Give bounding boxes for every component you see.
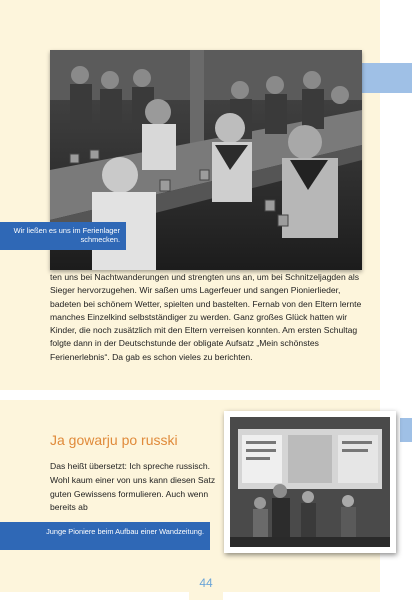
wall-newspaper-photo-illustration (230, 417, 390, 547)
body-paragraph: ten uns bei Nachtwanderungen und strengten uns an, um bei Schnitzeljagden als Sieger hervorzugehen. Wir saßen ums Lagerfeuer und sangen Pionierlieder, badeten bei schönem Wetter, spielten und bastelten. Fernab von den Eltern lernte manches Einzelkind selbstständiger zu werden. Ganz großes Glück hatten wir Kinder, die noch zusätzlich mit den Eltern verreisen konnten. Am ersten Schultag folgte dann in der Deutschstunde der obligate Aufsatz „Mein schönstes Ferienerlebnis“. Da gab es schon vieles zu berichten. (50, 272, 362, 362)
section-heading: Ja gowarju po russki (50, 432, 178, 448)
photo-caption-bottom: Junge Pioniere beim Aufbau einer Wandzeitung. (0, 522, 210, 550)
blue-margin-tab-top (362, 63, 412, 93)
wall-newspaper-photo (224, 411, 396, 553)
blue-margin-tab-bottom (400, 418, 412, 442)
section-intro-paragraph: Das heißt übersetzt: Ich spreche russisch. Wohl kaum einer von uns kann diesen Satz guten Gewissens formulieren. Auch wenn bereits ab (50, 461, 216, 513)
photo-caption-top: Wir ließen es uns im Ferienlager schmecken. (0, 222, 126, 250)
page-number: 44 (199, 576, 213, 590)
